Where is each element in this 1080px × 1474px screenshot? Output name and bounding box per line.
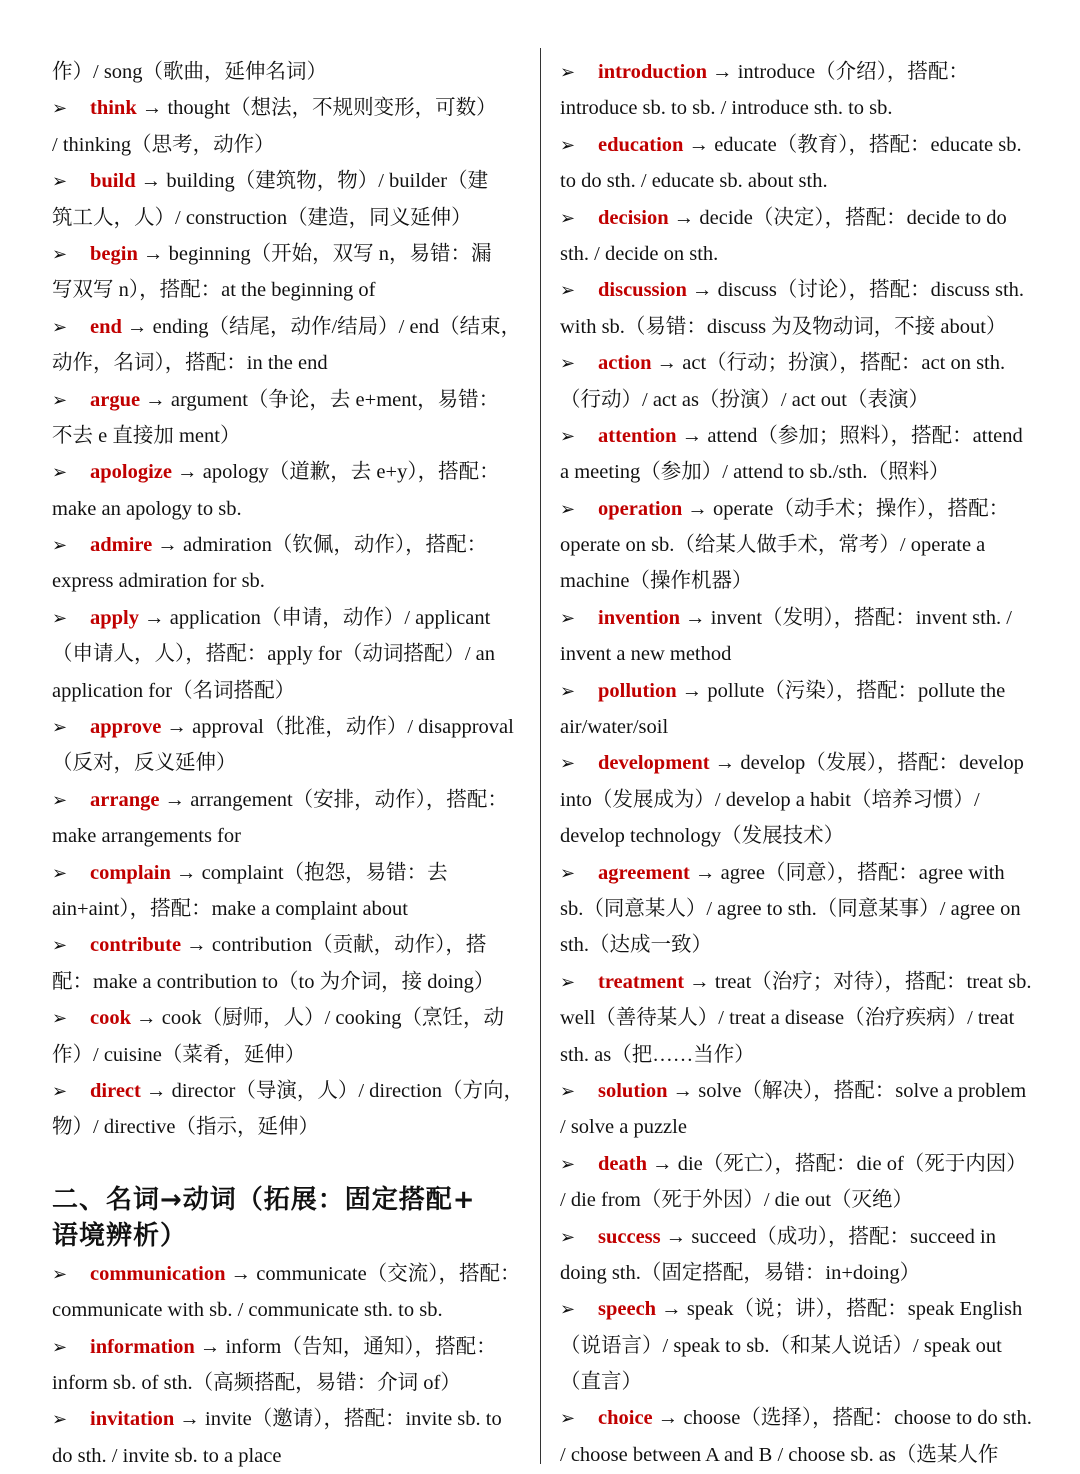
bullet-arrow-icon: ➢ [52, 389, 68, 410]
bullet-arrow-icon: ➢ [52, 462, 68, 483]
entry-text: → invent（发明），搭配：invent sth. / [680, 606, 1013, 629]
entry-text: → agree（同意），搭配：agree with [689, 861, 1005, 884]
entry-text: → director（导演，人）/ direction（方向， [140, 1079, 525, 1102]
entry-line [52, 163, 522, 199]
entry-line [52, 527, 522, 563]
word-entry [560, 600, 1030, 673]
entry-line: / choose between A and B / choose sb. as（选某人作 [560, 1443, 999, 1466]
entry-line: invent a new method [560, 643, 732, 666]
entry-text: → ending（结尾，动作/结局）/ end（结束， [121, 315, 522, 338]
entry-line [560, 673, 1030, 709]
entry-line: sth.（达成一致） [560, 934, 713, 957]
entry-line: sth. as（把……当作） [560, 1043, 755, 1066]
keyword: cook [90, 1007, 131, 1030]
entry-line: 配：make a contribution to（to 为介词，接 doing） [52, 970, 495, 993]
word-entry [560, 745, 1030, 854]
keyword: information [90, 1335, 195, 1358]
word-entry [52, 382, 522, 455]
entry-line: 写双写 n），搭配：at the beginning of [52, 279, 376, 302]
entry-line: doing sth.（固定搭配，易错：in+doing） [560, 1261, 921, 1284]
keyword: discussion [598, 279, 687, 302]
word-entry [52, 709, 522, 782]
word-entry [560, 491, 1030, 600]
entry-line: express admiration for sb. [52, 570, 265, 593]
bullet-arrow-icon: ➢ [560, 1408, 576, 1429]
entry-line [560, 964, 1030, 1000]
entry-line [560, 345, 1030, 381]
keyword: action [598, 352, 652, 375]
entry-list-adjective [52, 90, 525, 1145]
column-divider [540, 48, 541, 1464]
keyword: agreement [598, 861, 690, 884]
entry-line: machine（操作机器） [560, 570, 753, 593]
entry-text: → apology（道歉，去 e+y），搭配： [172, 461, 500, 484]
entry-line: make arrangements for [52, 825, 241, 848]
entry-text: → invite（邀请），搭配：invite sb. to [174, 1408, 502, 1431]
entry-line: introduce sb. to sb. / introduce sth. to sb. [560, 97, 893, 120]
word-entry [560, 855, 1030, 964]
bullet-arrow-icon: ➢ [52, 243, 68, 264]
word-entry [52, 1000, 522, 1073]
entry-text: → decide（决定），搭配：decide to do [668, 206, 1007, 229]
bullet-arrow-icon: ➢ [52, 862, 68, 883]
word-entry [52, 1401, 522, 1474]
keyword: decision [598, 206, 669, 229]
keyword: operation [598, 497, 683, 520]
bullet-arrow-icon: ➢ [52, 717, 68, 738]
entry-text: → pollute（污染），搭配：pollute the [676, 679, 1006, 702]
entry-line [52, 90, 522, 126]
word-entry [560, 964, 1030, 1073]
entry-line [52, 855, 522, 891]
bullet-arrow-icon: ➢ [52, 1263, 68, 1284]
entry-line: （申请人，人），搭配：apply for（动词搭配）/ an [52, 643, 495, 666]
bullet-arrow-icon: ➢ [52, 535, 68, 556]
entry-line [52, 1073, 525, 1109]
entry-line: （行动）/ act as（扮演）/ act out（表演） [560, 388, 929, 411]
entry-text: → speak（说；讲），搭配：speak English [656, 1298, 1023, 1321]
entry-line [560, 54, 1030, 90]
entry-line [560, 272, 1030, 308]
keyword: think [90, 97, 137, 120]
entry-text: → argument（争论，去 e+ment，易错： [140, 388, 500, 411]
entry-line: with sb.（易错：discuss 为及物动词，不接 about） [560, 315, 1007, 338]
keyword: education [598, 133, 684, 156]
entry-line [52, 454, 522, 490]
keyword: treatment [598, 970, 685, 993]
word-entry [52, 600, 522, 709]
entry-list-noun-verb-right [560, 54, 1030, 1473]
entry-text: → act（行动；扮演），搭配：act on sth. [651, 352, 1006, 375]
bullet-arrow-icon: ➢ [560, 1153, 576, 1174]
keyword: approve [90, 716, 162, 739]
word-entry [560, 1291, 1030, 1400]
word-entry [52, 236, 522, 309]
entry-line [560, 1219, 1030, 1255]
entry-line: communicate with sb. / communicate sth. to sb. [52, 1299, 443, 1322]
entry-text: → choose（选择），搭配：choose to do sth. [652, 1407, 1032, 1430]
entry-line: operate on sb.（给某人做手术，常考）/ operate a [560, 534, 986, 557]
entry-text: → communicate（交流），搭配： [225, 1262, 521, 1285]
keyword: apply [90, 606, 139, 629]
entry-text: → develop（发展），搭配：develop [709, 752, 1024, 775]
bullet-arrow-icon: ➢ [560, 498, 576, 519]
entry-text: → beginning（开始，双写 n，易错：漏 [137, 242, 492, 265]
entry-line: a meeting（参加）/ attend to sb./sth.（照料） [560, 461, 950, 484]
section-heading-line-2: 语境辨析） [52, 1220, 188, 1251]
word-entry [52, 782, 522, 855]
word-entry [52, 855, 522, 928]
entry-text: → complaint（抱怨，易错：去 [170, 861, 448, 884]
keyword: admire [90, 534, 153, 557]
entry-line [560, 127, 1030, 163]
entry-line: sb.（同意某人）/ agree to sth.（同意某事）/ agree on [560, 897, 1021, 920]
entry-text: → admiration（钦佩，动作），搭配： [152, 534, 488, 557]
word-entry [560, 1073, 1030, 1146]
word-entry [560, 418, 1030, 491]
entry-line: do sth. / invite sb. to a place [52, 1444, 282, 1467]
entry-line [560, 491, 1030, 527]
entry-line [52, 1000, 522, 1036]
entry-line [560, 855, 1030, 891]
entry-line [560, 1400, 1030, 1436]
entry-line: sth. / decide on sth. [560, 242, 719, 265]
bullet-arrow-icon: ➢ [52, 1008, 68, 1029]
entry-line [560, 1291, 1030, 1327]
keyword: death [598, 1152, 647, 1175]
entry-line: / solve a puzzle [560, 1116, 687, 1139]
keyword: pollution [598, 679, 677, 702]
entry-text: → thought（想法，不规则变形，可数） [136, 97, 497, 120]
entry-text: → solve（解决），搭配：solve a problem [667, 1079, 1027, 1102]
bullet-arrow-icon: ➢ [560, 62, 576, 82]
keyword: attention [598, 424, 677, 447]
entry-line: well（善待某人）/ treat a disease（治疗疾病）/ treat [560, 1007, 1015, 1030]
word-entry [560, 127, 1030, 200]
word-entry [560, 54, 1030, 127]
entry-line [52, 600, 522, 636]
entry-line: / die from（死于外因）/ die out（灭绝） [560, 1189, 914, 1212]
bullet-arrow-icon: ➢ [52, 1409, 68, 1430]
keyword: success [598, 1225, 661, 1248]
section-heading-line-1: 二、名词→动词（拓展：固定搭配+ [52, 1184, 476, 1215]
entry-line [52, 782, 522, 818]
word-entry [560, 1400, 1030, 1473]
bullet-arrow-icon: ➢ [560, 862, 576, 883]
bullet-arrow-icon: ➢ [560, 1226, 576, 1247]
entry-text: → die（死亡），搭配：die of（死于内因） [646, 1152, 1027, 1175]
word-entry [560, 673, 1030, 746]
keyword: end [90, 315, 122, 338]
bullet-arrow-icon: ➢ [52, 171, 68, 192]
section-heading [52, 1182, 522, 1254]
entry-text: → arrangement（安排，动作），搭配： [159, 788, 508, 811]
bullet-arrow-icon: ➢ [560, 753, 576, 774]
entry-line [52, 309, 522, 345]
bullet-arrow-icon: ➢ [52, 1336, 68, 1357]
keyword: begin [90, 242, 138, 265]
entry-text: → introduce（介绍），搭配： [706, 61, 969, 83]
keyword: speech [598, 1298, 657, 1321]
entry-line [560, 1073, 1030, 1109]
entry-line [52, 709, 522, 745]
word-entry [52, 1256, 522, 1329]
entry-line [560, 1146, 1030, 1182]
word-entry [560, 200, 1030, 273]
entry-line: （说语言）/ speak to sb.（和某人说话）/ speak out [560, 1334, 1002, 1357]
entry-line: 不去 e 直接加 ment） [52, 424, 241, 447]
entry-line: （反对，反义延伸） [52, 752, 237, 775]
entry-text: → treat（治疗；对待），搭配：treat sb. [684, 970, 1032, 993]
entry-line [52, 382, 522, 418]
bullet-arrow-icon: ➢ [560, 1299, 576, 1320]
keyword: development [598, 752, 710, 775]
keyword: choice [598, 1407, 653, 1430]
entry-line [52, 1401, 522, 1437]
entry-line: （直言） [560, 1371, 642, 1394]
bullet-arrow-icon: ➢ [52, 935, 68, 956]
bullet-arrow-icon: ➢ [560, 134, 576, 155]
entry-line [52, 927, 522, 963]
keyword: invention [598, 606, 681, 629]
keyword: direct [90, 1079, 141, 1102]
entry-text: → building（建筑物，物）/ builder（建 [135, 170, 489, 193]
bullet-arrow-icon: ➢ [560, 280, 576, 301]
word-entry [52, 1329, 522, 1402]
entry-line [52, 236, 522, 272]
entry-text: → cook（厨师，人）/ cooking（烹饪，动 [131, 1007, 504, 1030]
keyword: complain [90, 861, 171, 884]
right-column [560, 54, 1030, 1473]
entry-line: 动作，名词），搭配：in the end [52, 352, 328, 375]
entry-line: into（发展成为）/ develop a habit（培养习惯）/ [560, 788, 980, 811]
entry-line [560, 200, 1030, 236]
entry-line: air/water/soil [560, 716, 669, 739]
word-entry [52, 1073, 525, 1146]
word-entry [52, 90, 522, 163]
keyword: contribute [90, 934, 182, 957]
keyword: communication [90, 1262, 226, 1285]
keyword: introduction [598, 61, 707, 83]
entry-line: 作）/ cuisine（菜肴，延伸） [52, 1043, 306, 1066]
entry-line [560, 745, 1030, 781]
bullet-arrow-icon: ➢ [52, 316, 68, 337]
entry-line: make an apology to sb. [52, 497, 242, 520]
bullet-arrow-icon: ➢ [52, 98, 68, 119]
entry-text: → approval（批准，动作）/ disapproval [161, 716, 514, 739]
entry-text: → inform（告知，通知），搭配： [194, 1335, 497, 1358]
entry-line: / thinking（思考，动作） [52, 133, 275, 156]
bullet-arrow-icon: ➢ [560, 353, 576, 374]
bullet-arrow-icon: ➢ [52, 1080, 68, 1101]
word-entry [560, 1219, 1030, 1292]
word-entry [560, 1146, 1030, 1219]
entry-line [560, 600, 1030, 636]
entry-line: 筑工人，人）/ construction（建造，同义延伸） [52, 206, 472, 229]
entry-text: → succeed（成功），搭配：succeed in [660, 1225, 996, 1248]
entry-line: ain+aint），搭配：make a complaint about [52, 897, 408, 920]
keyword: argue [90, 388, 141, 411]
word-entry [52, 163, 522, 236]
keyword: invitation [90, 1408, 175, 1431]
entry-text: → operate（动手术；操作），搭配： [682, 497, 1010, 520]
keyword: solution [598, 1079, 668, 1102]
entry-text: → educate（教育），搭配：educate sb. [683, 133, 1022, 156]
entry-list-noun-verb-left [52, 1256, 522, 1474]
continuation-text: 作）/ song（歌曲，延伸名词） [52, 61, 328, 83]
entry-text: → attend（参加；照料），搭配：attend [676, 424, 1023, 447]
keyword: build [90, 170, 136, 193]
entry-line [52, 1256, 522, 1292]
entry-line: develop technology（发展技术） [560, 825, 845, 848]
bullet-arrow-icon: ➢ [560, 680, 576, 701]
bullet-arrow-icon: ➢ [560, 425, 576, 446]
word-entry [52, 527, 522, 600]
bullet-arrow-icon: ➢ [52, 607, 68, 628]
entry-line: inform sb. of sth.（高频搭配，易错：介词 of） [52, 1371, 461, 1394]
bullet-arrow-icon: ➢ [560, 971, 576, 992]
entry-line: 物）/ directive（指示，延伸） [52, 1116, 320, 1139]
left-column [52, 54, 525, 1474]
bullet-arrow-icon: ➢ [560, 607, 576, 628]
entry-line [560, 418, 1030, 454]
keyword: apologize [90, 461, 172, 484]
entry-line: to do sth. / educate sb. about sth. [560, 170, 828, 193]
bullet-arrow-icon: ➢ [52, 789, 68, 810]
keyword: arrange [90, 788, 160, 811]
bullet-arrow-icon: ➢ [560, 207, 576, 228]
entry-text: → discuss（讨论），搭配：discuss sth. [686, 279, 1025, 302]
word-entry [560, 345, 1030, 418]
bullet-arrow-icon: ➢ [560, 1080, 576, 1101]
entry-text: → contribution（贡献，动作），搭 [181, 934, 487, 957]
word-entry [560, 272, 1030, 345]
entry-text: → application（申请，动作）/ applicant [139, 606, 491, 629]
entry-line [52, 1329, 522, 1365]
word-entry [52, 454, 522, 527]
word-entry [52, 309, 522, 382]
entry-line: application for（名词搭配） [52, 679, 296, 702]
word-entry [52, 927, 522, 1000]
